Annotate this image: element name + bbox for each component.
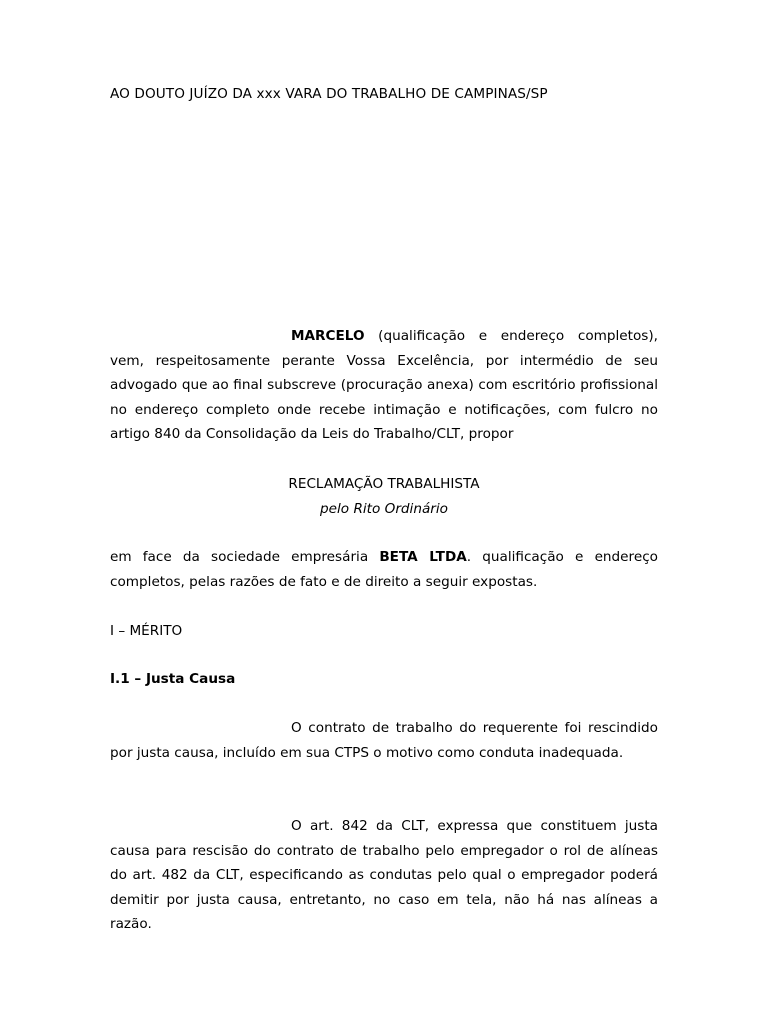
defendant-paragraph — [110, 545, 658, 594]
defendant-name: BETA LTDA — [379, 549, 467, 565]
plaintiff-name: MARCELO — [291, 328, 365, 344]
subsection-heading: I.1 – Justa Causa — [110, 671, 236, 687]
action-subtitle: pelo Rito Ordinário — [320, 500, 448, 517]
paragraph-2-block — [110, 814, 658, 937]
intro-block — [110, 324, 658, 447]
paragraph-1: O contrato de trabalho do requerente foi rescindido por justa causa, incluído em sua CTPS o motivo como conduta inadequada. — [110, 720, 658, 761]
intro-paragraph — [110, 324, 658, 447]
court-address: AO DOUTO JUÍZO DA xxx VARA DO TRABALHO DE CAMPINAS/SP — [110, 86, 548, 102]
defendant-prefix: em face da sociedade empresária — [110, 549, 380, 565]
paragraph-2: O art. 842 da CLT, expressa que constituem justa causa para rescisão do contrato de trabalho pelo empregador o rol de alíneas do art. 482 da CLT, especificando as condutas pelo qual o empregador poderá demitir por justa causa, entretanto, no caso em tela, não há nas alíneas a razão. — [110, 818, 658, 932]
section-heading: I – MÉRITO — [110, 623, 183, 639]
paragraph-1-block — [110, 716, 658, 765]
intro-text: (qualificação e endereço completos), vem, respeitosamente perante Vossa Excelência, por intermédio de seu advogado que ao final subscreve (procuração anexa) com escritório profissional no endereço completo onde recebe intimação e notificações, com fulcro no artigo 840 da Consolidação da Leis do Trabalho/CLT, propor — [110, 328, 658, 442]
action-block — [110, 472, 658, 521]
action-title: RECLAMAÇÃO TRABALHISTA — [288, 476, 480, 492]
defendant-block — [110, 545, 658, 594]
defendant-suffix: . qualificação e endereço completos, pelas razões de fato e de direito a seguir expostas. — [110, 549, 658, 590]
